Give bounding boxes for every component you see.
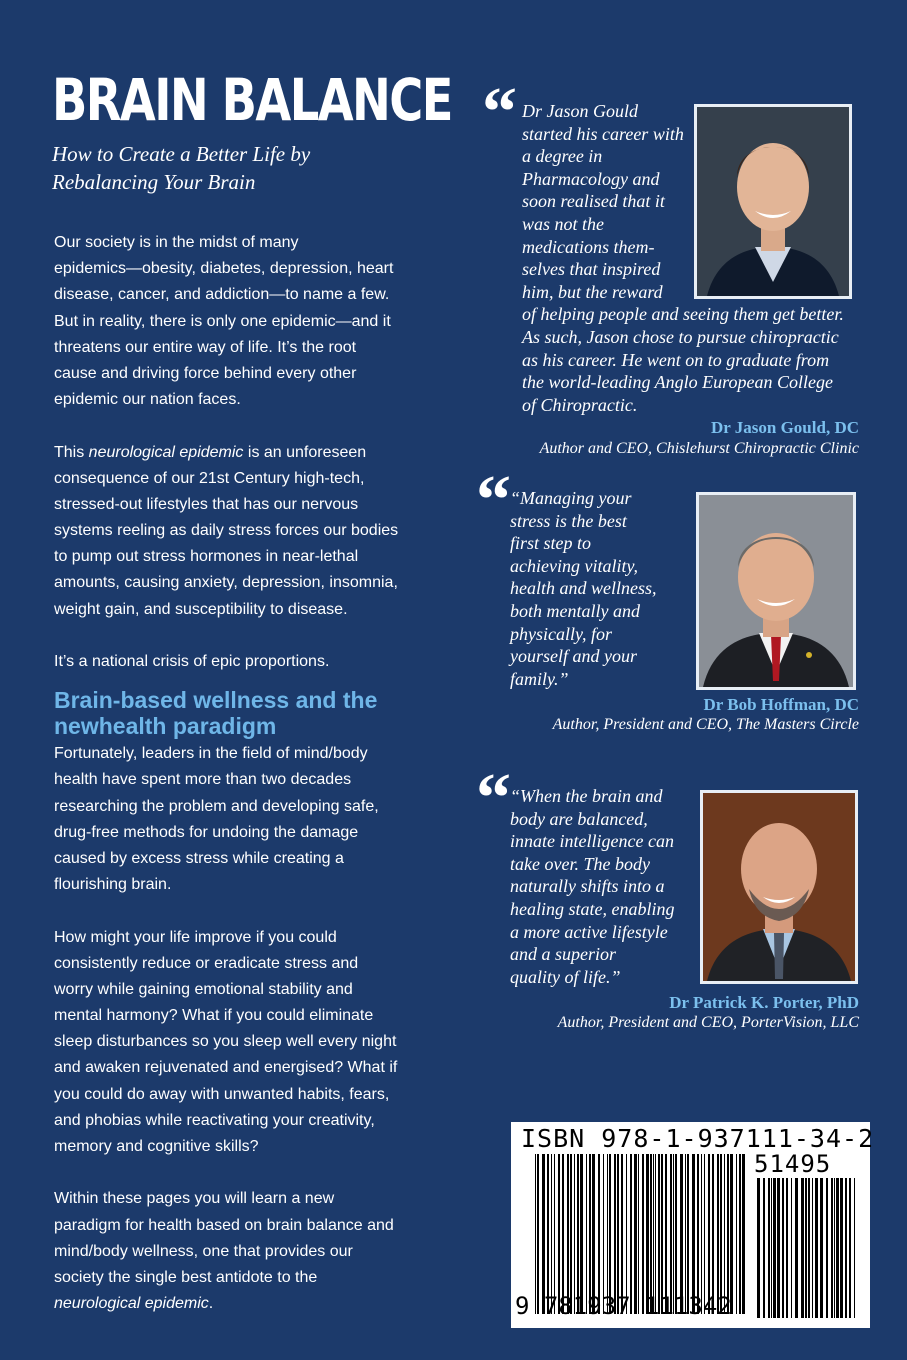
- quote-line: a more active lifestyle: [510, 921, 668, 942]
- quote-line: the world-leading Anglo European College: [522, 372, 833, 393]
- barcode-bar: [598, 1154, 600, 1314]
- barcode-bar: [854, 1178, 855, 1318]
- author-name: Dr Jason Gould, DC: [711, 418, 859, 437]
- barcode-bar: [826, 1178, 828, 1318]
- barcode-bar: [708, 1154, 710, 1314]
- ean-digits: 9 781937 111342: [515, 1292, 732, 1320]
- barcode-bar: [607, 1154, 608, 1314]
- barcode-bar: [812, 1178, 813, 1318]
- text-line: cause and driving force behind every other: [54, 364, 357, 382]
- barcode-bar: [845, 1178, 847, 1318]
- barcode-addon-bars: [757, 1178, 859, 1318]
- heading-line: Brain-based wellness and the: [54, 687, 378, 714]
- portrait-graphic: [699, 495, 853, 687]
- barcode-bar: [609, 1154, 611, 1314]
- barcode-bar: [653, 1154, 654, 1314]
- barcode-bar: [638, 1154, 639, 1314]
- author-photo: [694, 104, 852, 299]
- quote-line: take over. The body: [510, 853, 650, 874]
- barcode-bar: [614, 1154, 616, 1314]
- barcode-bar: [562, 1154, 564, 1314]
- portrait-graphic: [697, 107, 849, 296]
- quote-line: a degree in: [522, 146, 603, 167]
- text-line: Fortunately, leaders in the field of mind/body: [54, 745, 368, 763]
- barcode-bar: [642, 1154, 644, 1314]
- barcode-bar: [730, 1154, 733, 1314]
- text-line: disease, cancer, and addiction—to name a few.: [54, 286, 390, 304]
- text-line: to pump out stress hormones in near-lethal: [54, 548, 359, 566]
- quote-line: and a superior: [510, 944, 617, 965]
- quote-line: family.”: [510, 668, 569, 689]
- paragraph-leaders: [54, 741, 434, 898]
- barcode-bars: [535, 1154, 747, 1314]
- section-heading: [54, 687, 434, 739]
- text-line: health have spent more than two decades: [54, 771, 352, 789]
- barcode-bar: [763, 1178, 765, 1318]
- quote-line: medications them-: [522, 236, 655, 257]
- author-photo: [696, 492, 856, 690]
- barcode-bar: [692, 1154, 695, 1314]
- paragraph-crisis: It’s a national crisis of epic proportions.: [54, 653, 330, 670]
- quote-line: both mentally and: [510, 600, 640, 621]
- barcode-bar: [805, 1178, 807, 1318]
- author-name: Dr Patrick K. Porter, PhD: [669, 993, 859, 1012]
- barcode-bar: [768, 1178, 770, 1318]
- subtitle-line: Rebalancing Your Brain: [52, 170, 256, 194]
- quote-line: was not the: [522, 213, 605, 234]
- text-line: [54, 440, 434, 466]
- portrait-graphic: [703, 793, 855, 981]
- testimonial-quote: [510, 487, 657, 690]
- barcode-bar: [801, 1178, 804, 1318]
- text-line: weight gain, and susceptibility to disease.: [54, 600, 348, 618]
- barcode-bar: [836, 1178, 839, 1318]
- barcode-bar: [720, 1154, 722, 1314]
- barcode-bar: [603, 1154, 604, 1314]
- barcode-bar: [577, 1154, 579, 1314]
- barcode-bar: [736, 1154, 737, 1314]
- barcode-bar: [724, 1154, 725, 1314]
- emphasis-text: neurological epidemic: [54, 1295, 209, 1313]
- quote-line: As such, Jason chose to pursue chiropractic: [522, 326, 839, 347]
- text-line: you could do away with unwanted habits, fears,: [54, 1085, 390, 1103]
- text-line: But in reality, there is only one epidemic—and it: [54, 312, 391, 330]
- subtitle-line: How to Create a Better Life by: [52, 142, 311, 166]
- barcode-bar: [782, 1178, 784, 1318]
- text-line: [54, 1291, 434, 1317]
- text-run: This: [54, 443, 89, 461]
- barcode-bar: [592, 1154, 595, 1314]
- testimonial-quote: [510, 785, 674, 988]
- barcode-bar: [661, 1154, 663, 1314]
- paragraph-intro: [54, 230, 434, 413]
- text-line: mind/body wellness, one that provides our: [54, 1242, 353, 1260]
- text-line: paradigm for health based on brain balance and: [54, 1216, 394, 1234]
- quote-line: selves that inspired: [522, 259, 661, 280]
- quote-mark-icon: “: [482, 74, 517, 151]
- barcode-bar: [717, 1154, 719, 1314]
- isbn-label: ISBN 978-1-937111-34-2: [521, 1124, 875, 1153]
- text-line: sleep disturbances so you sleep well every night: [54, 1033, 397, 1051]
- barcode-bar: [771, 1178, 772, 1318]
- paragraph-neurological: [54, 440, 434, 623]
- text-line: memory and cognitive skills?: [54, 1138, 259, 1155]
- barcode-bar: [680, 1154, 683, 1314]
- book-subtitle: [52, 140, 452, 196]
- barcode-bar: [574, 1154, 575, 1314]
- barcode-bar: [535, 1154, 536, 1314]
- barcode-bar: [542, 1154, 545, 1314]
- barcode-bar: [757, 1178, 760, 1318]
- quote-line: of Chiropractic.: [522, 394, 638, 415]
- quote-line: health and wellness,: [510, 578, 657, 599]
- barcode-bar: [646, 1154, 649, 1314]
- barcode-bar: [786, 1178, 788, 1318]
- text-line: systems reeling as daily stress forces our bodies: [54, 522, 399, 540]
- barcode-bar: [815, 1178, 818, 1318]
- quote-line: physically, for: [510, 623, 612, 644]
- text-line: consequence of our 21st Century high-tech,: [54, 469, 365, 487]
- barcode-bar: [675, 1154, 677, 1314]
- barcode-bar: [831, 1178, 833, 1318]
- barcode-bar: [621, 1154, 623, 1314]
- author-role: Author, President and CEO, PorterVision, LLC: [557, 1014, 859, 1031]
- text-line: amounts, causing anxiety, depression, insomnia,: [54, 574, 398, 592]
- quote-line: of helping people and seeing them get better.: [522, 304, 844, 325]
- barcode-bar: [685, 1154, 686, 1314]
- quote-line: achieving vitality,: [510, 555, 638, 576]
- quote-line: soon realised that it: [522, 191, 665, 212]
- author-photo: [700, 790, 858, 984]
- quote-line: started his career with: [522, 123, 684, 144]
- text-line: epidemic our nation faces.: [54, 391, 241, 409]
- barcode-bar: [586, 1154, 587, 1314]
- barcode-bar: [658, 1154, 660, 1314]
- barcode-bar: [617, 1154, 619, 1314]
- barcode-bar: [808, 1178, 810, 1318]
- barcode-bar: [701, 1154, 702, 1314]
- barcode-bar: [687, 1154, 689, 1314]
- barcode-bar: [739, 1154, 741, 1314]
- quote-mark-icon: “: [476, 462, 511, 539]
- barcode-bar: [634, 1154, 637, 1314]
- author-role: Author, President and CEO, The Masters Circle: [552, 716, 859, 733]
- barcode-bar: [580, 1154, 583, 1314]
- book-title: BRAIN BALANCE: [52, 66, 452, 134]
- isbn-barcode: [511, 1122, 875, 1328]
- barcode-bar: [567, 1154, 569, 1314]
- quote-line: “Managing your: [510, 488, 632, 508]
- quote-line: “When the brain and: [510, 786, 663, 806]
- text-line: worry while gaining emotional stability and: [54, 980, 353, 998]
- barcode-bar: [742, 1154, 745, 1314]
- quote-line: healing state, enabling: [510, 898, 675, 919]
- barcode-bar: [697, 1154, 699, 1314]
- author-role: Author and CEO, Chislehurst Chiropractic Clinic: [539, 440, 859, 457]
- barcode-bar: [712, 1154, 714, 1314]
- barcode-bar: [655, 1154, 656, 1314]
- barcode-bar: [777, 1178, 780, 1318]
- barcode-bar: [537, 1154, 539, 1314]
- barcode-bar: [626, 1154, 627, 1314]
- barcode-bar: [849, 1178, 851, 1318]
- text-line: How might your life improve if you could: [54, 928, 337, 946]
- barcode-bar: [558, 1154, 560, 1314]
- quote-line: naturally shifts into a: [510, 876, 665, 897]
- text-line: flourishing brain.: [54, 876, 172, 894]
- barcode-bar: [727, 1154, 729, 1314]
- text-line: Within these pages you will learn a new: [54, 1190, 335, 1208]
- quote-line: him, but the reward: [522, 281, 663, 302]
- paragraph-closing: [54, 1186, 434, 1317]
- barcode-bar: [773, 1178, 776, 1318]
- barcode-bar: [840, 1178, 843, 1318]
- barcode-bar: [554, 1154, 555, 1314]
- quote-line: stress is the best: [510, 510, 627, 531]
- blurb-column: [54, 230, 434, 1317]
- paragraph-questions: [54, 925, 434, 1161]
- text-run: is an unforeseen: [243, 443, 367, 461]
- text-line: drug-free methods for undoing the damage: [54, 823, 359, 841]
- barcode-bar: [570, 1154, 572, 1314]
- heading-line: newhealth paradigm: [54, 713, 277, 740]
- barcode-bar: [547, 1154, 549, 1314]
- quote-line: as his career. He went on to graduate from: [522, 349, 830, 370]
- text-line: Our society is in the midst of many: [54, 234, 299, 251]
- text-line: stressed-out lifestyles that has our nervous: [54, 495, 359, 513]
- quote-line: Dr Jason Gould: [522, 101, 638, 121]
- quote-line: Pharmacology and: [522, 168, 660, 189]
- barcode-bar: [795, 1178, 798, 1318]
- text-line: mental harmony? What if you could eliminate: [54, 1007, 374, 1025]
- barcode-bar: [650, 1154, 652, 1314]
- author-name: Dr Bob Hoffman, DC: [703, 695, 859, 714]
- text-line: society the single best antidote to the: [54, 1268, 318, 1286]
- barcode-bar: [589, 1154, 591, 1314]
- text-line: and awaken rejuvenated and energised? What if: [54, 1059, 398, 1077]
- barcode-bar: [673, 1154, 674, 1314]
- quote-line: body are balanced,: [510, 808, 648, 829]
- quote-mark-icon: “: [476, 760, 511, 837]
- text-line: caused by excess stress while creating a: [54, 849, 344, 867]
- barcode-bar: [791, 1178, 792, 1318]
- text-line: epidemics—obesity, diabetes, depression, heart: [54, 260, 394, 278]
- barcode-bar: [834, 1178, 835, 1318]
- barcode-bar: [704, 1154, 705, 1314]
- barcode-bar: [630, 1154, 632, 1314]
- text-line: consistently reduce or eradicate stress and: [54, 954, 359, 972]
- emphasis-text: neurological epidemic: [88, 443, 244, 461]
- text-line: threatens our entire way of life. It’s the root: [54, 338, 357, 356]
- quote-line: quality of life.”: [510, 966, 621, 987]
- barcode-bar: [551, 1154, 552, 1314]
- barcode-bar: [820, 1178, 823, 1318]
- text-line: researching the problem and developing safe,: [54, 797, 379, 815]
- barcode-bar: [665, 1154, 667, 1314]
- text-line: and phobias while reactivating your creativity,: [54, 1111, 375, 1129]
- barcode-bar: [670, 1154, 672, 1314]
- quote-line: first step to: [510, 533, 592, 554]
- quote-line: yourself and your: [510, 646, 637, 667]
- text-run: .: [208, 1295, 214, 1313]
- price-code: 51495: [754, 1150, 832, 1178]
- quote-line: innate intelligence can: [510, 831, 674, 852]
